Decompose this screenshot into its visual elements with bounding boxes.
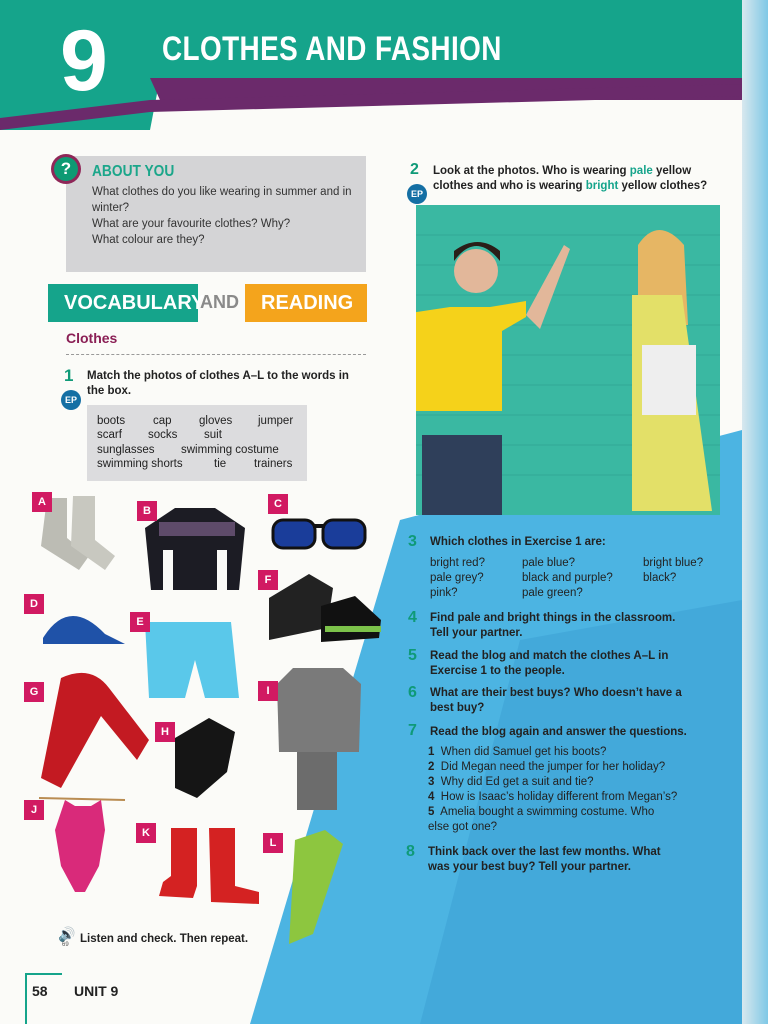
about-question: What clothes do you like wearing in summer and in winter?: [92, 186, 352, 214]
tab-reading-label: READING: [261, 292, 354, 314]
jumper-image: [145, 508, 245, 590]
word: boots: [97, 415, 126, 427]
question-item: [428, 805, 668, 835]
clothes-photos: [25, 488, 405, 958]
scarf-image: [41, 673, 149, 788]
unit-number: 9: [60, 13, 108, 109]
exercise-3-instruction: Which clothes in Exercise 1 are:: [430, 536, 606, 548]
question-number: 2: [428, 761, 435, 773]
word: gloves: [199, 415, 233, 427]
speaker-icon[interactable]: 🔊: [58, 926, 76, 942]
sunglasses-image: [273, 520, 365, 548]
question-text: Amelia bought a swimming costume. Who else got one?: [428, 806, 655, 833]
cap-image: [43, 616, 125, 644]
photo-label-b: B: [137, 501, 157, 521]
photo-label-h: H: [155, 722, 175, 742]
divider: [66, 354, 366, 355]
word: socks: [148, 429, 178, 441]
question-number: 1: [428, 746, 435, 758]
exercise-number: 7: [408, 722, 417, 739]
colour-item: bright blue?: [643, 557, 704, 569]
question-item: [428, 745, 698, 760]
tie-image: [289, 830, 343, 944]
question-item: [428, 775, 698, 790]
colour-item: pale grey?: [430, 572, 484, 584]
colour-item: pale blue?: [522, 557, 576, 569]
exercise-number: 5: [408, 647, 417, 664]
question-number: 3: [428, 776, 435, 788]
question-text: Why did Ed get a suit and tie?: [440, 776, 594, 788]
colour-item: bright red?: [430, 557, 485, 569]
tab-reading: [245, 284, 367, 322]
about-you-title: ABOUT YOU: [92, 163, 175, 180]
question-text: How is Isaac’s holiday different from Megan’s?: [440, 791, 678, 803]
listen-instruction: Listen and check. Then repeat.: [80, 933, 249, 945]
photo-label-d: D: [24, 594, 44, 614]
gloves-image: [175, 718, 235, 798]
word: swimming costume: [181, 444, 279, 456]
exercise-5-instruction: Read the blog and match the clothes A–L in Exercise 1 to the people.: [430, 650, 669, 677]
exercise-3-column-2: [522, 556, 613, 601]
question-text: When did Samuel get his boots?: [440, 746, 607, 758]
tab-vocabulary-label: VOCABULARY: [64, 292, 205, 314]
photo-label-f: F: [258, 570, 278, 590]
exercise-3-column-3: [643, 556, 703, 586]
word: sunglasses: [97, 444, 155, 456]
about-question: What colour are they?: [92, 234, 205, 246]
exercise-2-instruction: [433, 164, 723, 194]
exercise-number: 1: [64, 366, 74, 385]
colour-item: black?: [643, 572, 677, 584]
text: yellow clothes?: [618, 180, 708, 192]
highlight-bright: bright: [585, 180, 619, 192]
question-number: 5: [428, 806, 435, 818]
question-icon: ?: [54, 157, 78, 181]
question-number: 4: [428, 791, 435, 803]
colour-item: pale green?: [522, 587, 583, 599]
exercise-7-questions: [428, 745, 698, 835]
exercise-number: 3: [408, 533, 417, 550]
text: yellow clothes and who is wearing: [433, 165, 692, 192]
question-item: [428, 760, 698, 775]
exercise-number: 8: [406, 843, 415, 860]
word: tie: [214, 458, 227, 470]
subheading: Clothes: [66, 330, 118, 346]
about-question: What are your favourite clothes? Why?: [92, 218, 291, 230]
trainers-image: [269, 574, 381, 642]
exercise-number: 4: [408, 609, 417, 626]
swimming-costume-image: [39, 798, 125, 892]
socks-image: [41, 496, 115, 570]
exercise-4-instruction: Find pale and bright things in the classroom. Tell your partner.: [430, 612, 676, 639]
exercise-7-instruction: Read the blog again and answer the questions.: [430, 726, 687, 738]
photo-label-g: G: [24, 682, 44, 702]
page-number: 58: [32, 983, 48, 999]
exercise-number: 2: [410, 161, 419, 178]
word: scarf: [97, 429, 122, 441]
word: jumper: [258, 415, 294, 427]
people-photo: [416, 205, 720, 515]
photo-label-j: J: [24, 800, 44, 820]
about-you-questions: [92, 184, 362, 248]
word: cap: [153, 415, 172, 427]
ep-badge: EP: [61, 390, 81, 410]
track-number: 69: [62, 942, 69, 948]
photo-label-a: A: [32, 492, 52, 512]
photo-label-e: E: [130, 612, 150, 632]
exercise-1-instruction: Match the photos of clothes A–L to the words in the box.: [87, 370, 349, 397]
exercise-number: 6: [408, 684, 417, 701]
photo-label-k: K: [136, 823, 156, 843]
exercise-6-instruction: What are their best buys? Who doesn’t have a best buy?: [430, 687, 682, 714]
photo-label-i: I: [258, 681, 278, 701]
exercise-8-instruction: Think back over the last few months. What was your best buy? Tell your partner.: [428, 846, 661, 873]
question-text: Did Megan need the jumper for her holiday?: [440, 761, 666, 773]
colour-item: pink?: [430, 587, 458, 599]
tab-vocabulary: [48, 284, 205, 322]
colour-item: black and purple?: [522, 572, 613, 584]
boots-image: [159, 828, 259, 904]
page-title: CLOTHES AND FASHION: [162, 30, 502, 68]
footer-unit: UNIT 9: [74, 983, 119, 999]
ep-badge: EP: [407, 184, 427, 204]
text: Look at the photos. Who is wearing: [433, 165, 630, 177]
photo-label-c: C: [268, 494, 288, 514]
suit-image: [277, 668, 361, 810]
photo-label-l: L: [263, 833, 283, 853]
tab-and: AND: [200, 292, 239, 312]
swimming-shorts-image: [145, 622, 239, 698]
highlight-pale: pale: [629, 165, 653, 177]
word: swimming shorts: [97, 458, 183, 470]
question-item: [428, 790, 698, 805]
word: suit: [204, 429, 222, 441]
word: trainers: [254, 458, 293, 470]
exercise-3-column-1: [430, 556, 485, 601]
